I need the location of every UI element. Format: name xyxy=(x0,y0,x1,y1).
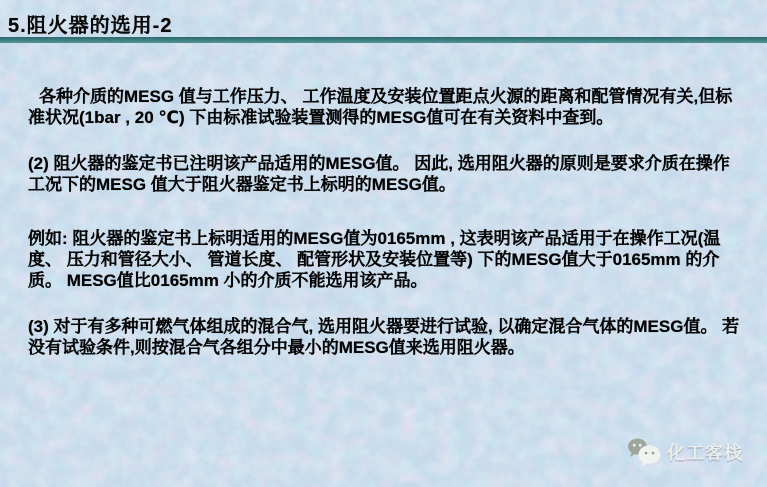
title-divider xyxy=(0,37,767,43)
title-bar xyxy=(8,9,172,38)
watermark-label: 化工客栈 xyxy=(667,443,743,463)
paragraph-rule-3: (3) 对于有多种可燃气体组成的混合气, 选用阻火器要进行试验, 以确定混合气体的MESG值。 若没有试验条件,则按混合气各组分中最小的MESG值来选用阻火器。 xyxy=(28,317,740,357)
wechat-icon xyxy=(627,437,661,467)
paragraph-rule-2: (2) 阻火器的鉴定书已注明该产品适用的MESG值。 因此, 选用阻火器的原则是要求介质在操作工况下的MESG 值大于阻火器鉴定书上标明的MESG值。 xyxy=(28,154,730,194)
paragraph-mesg-intro: 各种介质的MESG 值与工作压力、 工作温度及安装位置距点火源的距离和配管情况有关,但标准状况(1bar , 20 ℃) 下由标准试验装置测得的MESG值可在有关资料中查到。 xyxy=(28,87,733,127)
watermark xyxy=(627,437,743,467)
slide-body xyxy=(28,86,742,383)
page-title: 5.阻火器的选用-2 xyxy=(8,15,173,37)
paragraph-example: 例如: 阻火器的鉴定书上标明适用的MESG值为0165mm , 这表明该产品适用于在操作工况(温度、 压力和管径大小、 管道长度、 配管形状及安装位置等) 下的MESG值大于0165mm 的介质。 MESG值比0165mm 小的介质不能选用该产品。 xyxy=(28,229,721,290)
